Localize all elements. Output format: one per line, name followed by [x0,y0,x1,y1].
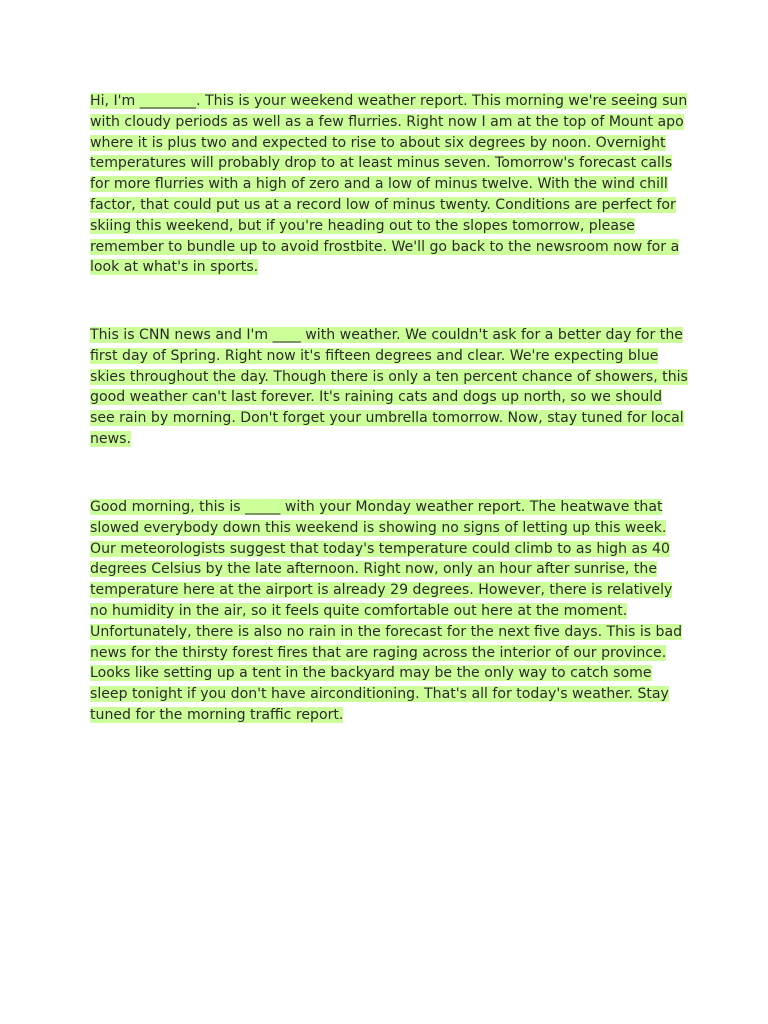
highlighted-text: This is CNN news and I'm ____ with weather. We couldn't ask for a better day for the first day of Spring. Right now it's fifteen degrees and clear. We're expecting blue skies throughout the day. Though there is only a ten percent chance of showers, this good weather can't last forever. It's raining cats and dogs up north, so we should see rain by morning. Don't forget your umbrella tomorrow. Now, stay tuned for local news. [90,327,688,447]
weather-report-paragraph-3 [90,497,690,726]
weather-report-paragraph-1 [90,91,690,278]
weather-report-paragraph-2 [90,325,690,450]
highlighted-text: Hi, I'm ________. This is your weekend weather report. This morning we're seeing sun with cloudy periods as well as a few flurries. Right now I am at the top of Mount apo where it is plus two and expected to rise to about six degrees by noon. Overnight temperatures will probably drop to at least minus seven. Tomorrow's forecast calls for more flurries with a high of zero and a low of minus twelve. With the wind chill factor, that could put us at a record low of minus twenty. Conditions are perfect for skiing this weekend, but if you're heading out to the slopes tomorrow, please remember to bundle up to avoid frostbite. We'll go back to the newsroom now for a look at what's in sports. [90,93,688,276]
highlighted-text: Good morning, this is _____ with your Monday weather report. The heatwave that slowed everybody down this weekend is showing no signs of letting up this week. Our meteorologists suggest that today's temperature could climb to as high as 40 degrees Celsius by the late afternoon. Right now, only an hour after sunrise, the temperature here at the airport is already 29 degrees. However, there is relatively no humidity in the air, so it feels quite comfortable out here at the moment. Unfortunately, there is also no rain in the forecast for the next five days. This is bad news for the thirsty forest fires that are raging across the interior of our province. Looks like setting up a tent in the backyard may be the only way to catch some sleep tonight if you don't have airconditioning. That's all for today's weather. Stay tuned for the morning traffic report. [90,499,683,723]
